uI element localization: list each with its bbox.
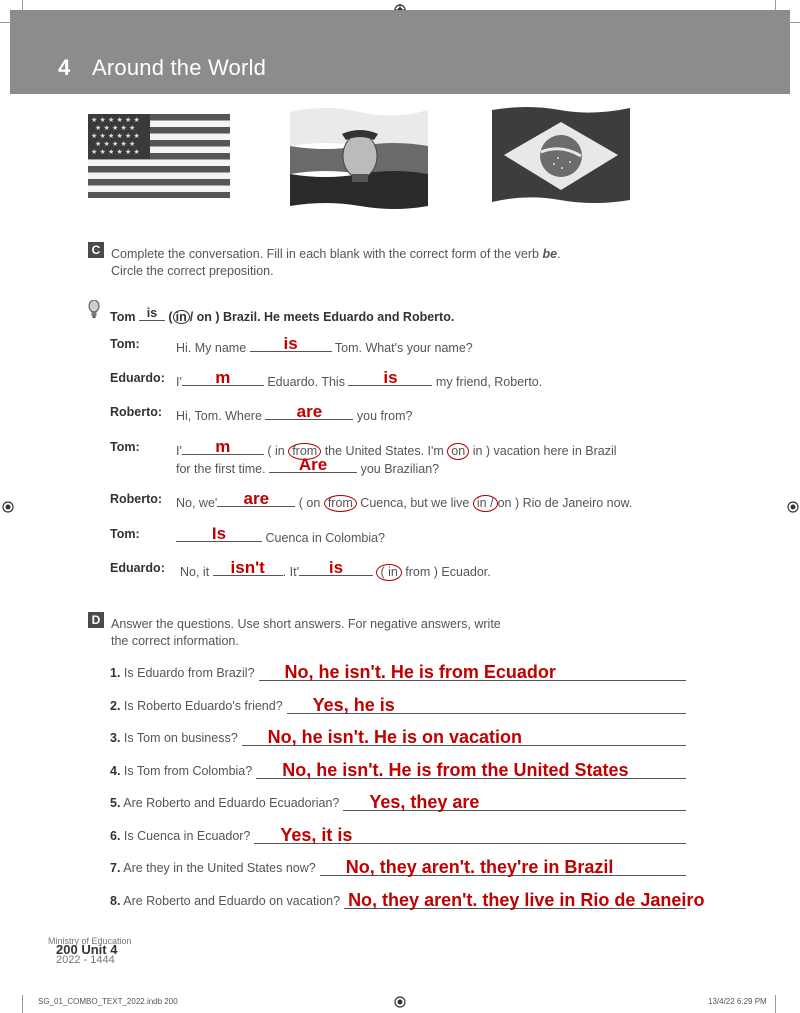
answer-blank <box>182 437 264 456</box>
answer-text: No, he isn't. He is from the United States <box>282 759 629 780</box>
conversation-line-cont <box>176 455 440 476</box>
ecuador-flag <box>286 104 432 217</box>
line-text: for the first time. <box>176 462 266 476</box>
example-sentence: Tom is ( in / on ) Brazil. He meets Eduardo and Roberto. <box>110 306 455 324</box>
question-number: 3. <box>110 731 121 745</box>
watermark-line: Ministry of Education <box>48 936 132 946</box>
registration-mark-icon <box>2 500 14 518</box>
instruction-verb: be <box>542 247 558 261</box>
line-text: Hi. My name <box>176 341 247 355</box>
speaker-label: Tom: <box>110 527 140 541</box>
question-number: 8. <box>110 893 121 908</box>
line-text: you from? <box>356 409 413 423</box>
question-row <box>110 731 238 745</box>
circled-preposition: ( in <box>376 564 401 581</box>
question-text: Is Eduardo from Brazil? <box>123 666 255 680</box>
unit-header <box>10 10 790 94</box>
answer-blank <box>213 558 283 577</box>
lightbulb-icon <box>88 300 100 325</box>
section-c-letter: C <box>88 242 104 258</box>
registration-mark-icon <box>394 995 406 1013</box>
svg-text:★ ★ ★ ★ ★ ★: ★ ★ ★ ★ ★ ★ <box>91 132 140 140</box>
answer-blank <box>182 368 264 387</box>
answer-text: m <box>215 437 231 456</box>
trim-mark <box>22 995 23 1013</box>
line-text: ( in <box>267 444 285 458</box>
question-text: Is Cuenca in Ecuador? <box>123 828 251 843</box>
answer-blank <box>299 558 373 577</box>
answer-text: is <box>383 368 398 387</box>
line-text: my friend, Roberto. <box>435 375 543 389</box>
line-text: Cuenca, but we live <box>360 496 470 510</box>
line-text: in ) vacation here in Brazil <box>472 444 617 458</box>
line-text: No, it <box>180 565 210 579</box>
question-text: Are Roberto and Eduardo Ecuadorian? <box>123 796 340 810</box>
svg-text:★ ★ ★ ★ ★ ★: ★ ★ ★ ★ ★ ★ <box>91 116 140 124</box>
question-number: 5. <box>110 796 121 810</box>
instruction-text: Answer the questions. Use short answers. For negative answers, write <box>111 617 501 631</box>
question-text: Is Tom from Colombia? <box>123 763 253 778</box>
conversation-line <box>180 558 491 581</box>
answer-blank <box>176 524 262 543</box>
answer-text: m <box>215 368 231 387</box>
speaker-label: Roberto: <box>110 405 163 419</box>
line-text: from ) Ecuador. <box>405 565 491 579</box>
svg-text:★ ★ ★ ★ ★ ★: ★ ★ ★ ★ ★ ★ <box>91 148 140 156</box>
question-number: 7. <box>110 861 121 875</box>
question-row <box>110 666 255 680</box>
line-text: No, we' <box>176 496 218 510</box>
answer-text: isn't <box>230 558 265 577</box>
line-text: Eduardo. This <box>267 375 345 389</box>
question-number: 2. <box>110 698 121 713</box>
answer-text: is <box>328 558 344 577</box>
answer-text: are <box>296 402 323 421</box>
line-text: I' <box>176 444 182 458</box>
circled-preposition: from <box>288 443 321 460</box>
answer-text: Yes, they are <box>369 792 480 812</box>
line-text: ( on <box>298 496 321 510</box>
line-text: on ) Rio de Janeiro now. <box>497 496 633 510</box>
line-text: . It' <box>282 565 299 579</box>
answer-text: No, they aren't. they live in Rio de Janeiro <box>348 889 705 910</box>
instruction-text-2: the correct information. <box>111 634 239 648</box>
svg-text:★ ★ ★ ★ ★: ★ ★ ★ ★ ★ <box>95 124 136 132</box>
unit-title: Around the World <box>92 55 267 80</box>
conversation-line <box>176 402 413 423</box>
registration-mark-icon <box>787 500 799 518</box>
answer-text: Is <box>211 524 227 543</box>
example-answer: is <box>146 306 158 320</box>
question-number: 4. <box>110 763 121 778</box>
answer-blank <box>269 455 357 474</box>
answer-blank <box>265 402 353 421</box>
conversation-line <box>176 437 617 460</box>
conversation-line <box>176 524 385 545</box>
speaker-label: Tom: <box>110 440 140 454</box>
answer-text: No, he isn't. He is on vacation <box>267 727 522 747</box>
question-row <box>110 796 339 810</box>
question-row <box>110 764 252 778</box>
speaker-label: Eduardo: <box>110 561 165 575</box>
line-text: Cuenca in Colombia? <box>265 531 385 545</box>
question-row <box>110 699 283 713</box>
answer-blank <box>250 334 332 353</box>
question-row <box>110 861 316 875</box>
line-text: you Brazilian? <box>360 462 440 476</box>
section-c-instruction <box>111 246 561 280</box>
speaker-label: Eduardo: <box>110 371 165 385</box>
conversation-line <box>176 489 633 512</box>
question-number: 6. <box>110 828 121 843</box>
trim-mark <box>775 995 776 1013</box>
answer-text: are <box>243 489 270 508</box>
watermark-year: 2022 - 1444 <box>56 954 115 966</box>
speaker-label: Tom: <box>110 337 140 351</box>
answer-text: Are <box>298 455 328 474</box>
speaker-label: Roberto: <box>110 492 163 506</box>
brazil-flag <box>490 104 632 213</box>
question-text: Are Roberto and Eduardo on vacation? <box>123 893 341 908</box>
example-circled: in <box>173 310 190 324</box>
instruction-suffix: . <box>557 247 561 261</box>
question-number: 1. <box>110 666 121 680</box>
example-start: Tom <box>110 310 136 324</box>
section-d-letter: D <box>88 612 104 628</box>
conversation-line <box>176 334 473 355</box>
line-text: I' <box>176 375 182 389</box>
section-d-instruction <box>111 616 501 650</box>
question-text: Is Roberto Eduardo's friend? <box>123 698 283 713</box>
example-rest: / on ) Brazil. He meets Eduardo and Roberto. <box>189 310 455 324</box>
answer-blank <box>217 489 295 508</box>
example-blank <box>139 306 165 321</box>
circled-preposition: on <box>447 443 469 460</box>
unit-number: 4 <box>58 55 71 80</box>
answer-text: is <box>283 334 298 353</box>
question-text: Is Tom on business? <box>123 731 238 745</box>
line-text: Hi, Tom. Where <box>176 409 262 423</box>
footer-unit: Unit 4 <box>81 942 118 957</box>
question-row <box>110 829 250 843</box>
circled-preposition: from <box>324 495 357 512</box>
line-text: the United States. I'm <box>324 444 444 458</box>
line-text: Tom. What's your name? <box>334 341 473 355</box>
answer-text: No, he isn't. He is from Ecuador <box>284 662 556 682</box>
page-number: 200 <box>56 942 78 957</box>
answer-blank <box>348 368 432 387</box>
instruction-text: Complete the conversation. Fill in each blank with the correct form of the verb <box>111 247 543 261</box>
usa-flag <box>88 110 230 207</box>
conversation-line <box>176 368 543 389</box>
file-name: SG_01_COMBO_TEXT_2022.indb 200 <box>38 997 178 1006</box>
svg-text:★ ★ ★ ★ ★: ★ ★ ★ ★ ★ <box>95 140 136 148</box>
answer-text: Yes, it is <box>280 824 353 845</box>
print-timestamp: 13/4/22 6:29 PM <box>708 997 767 1006</box>
instruction-text-2: Circle the correct preposition. <box>111 264 274 278</box>
circled-preposition: in / <box>473 495 498 512</box>
question-text: Are they in the United States now? <box>123 861 316 875</box>
answer-text: No, they aren't. they're in Brazil <box>345 857 614 877</box>
question-row <box>110 894 340 908</box>
answer-text: Yes, he is <box>312 694 395 715</box>
